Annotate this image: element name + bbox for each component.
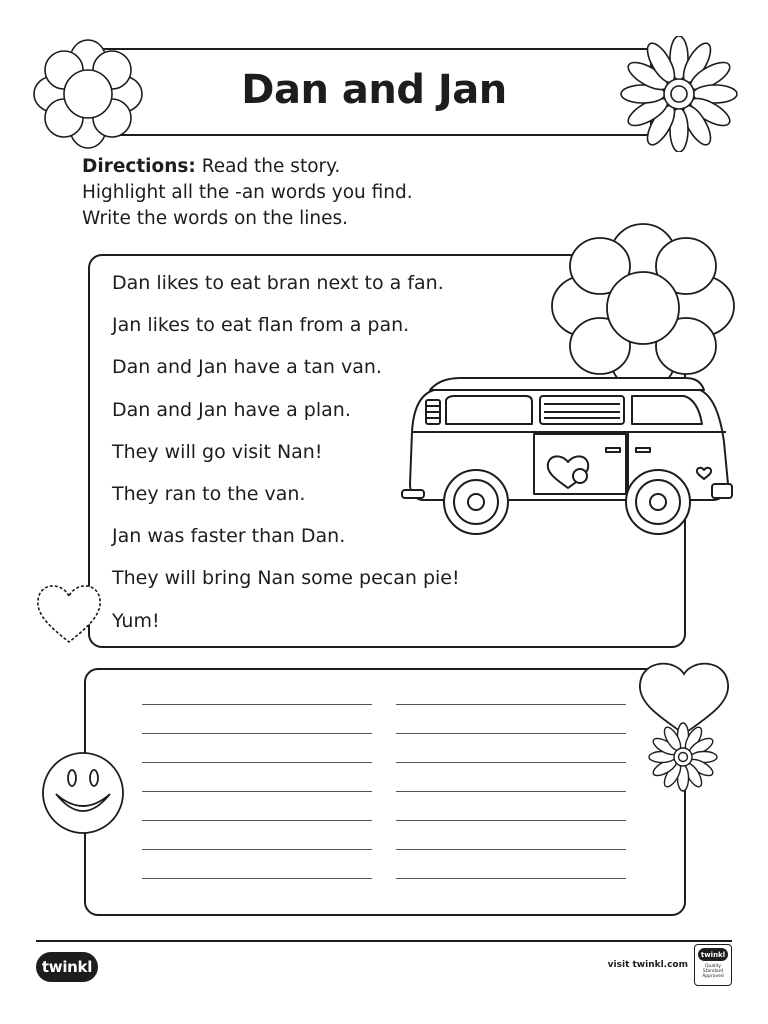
heart-icon [34, 578, 104, 646]
answer-line[interactable] [396, 849, 626, 850]
story-line: They will bring Nan some pecan pie! [112, 567, 460, 590]
daisy-icon [620, 36, 738, 152]
smiley-icon [40, 750, 126, 836]
badge-title: twinkl [700, 950, 726, 959]
flower-icon [548, 220, 738, 390]
story-line: Dan likes to eat bran next to a fan. [112, 272, 444, 294]
title-banner [96, 48, 652, 136]
visit-link[interactable]: visit twinkl.com [607, 960, 688, 970]
answer-line[interactable] [396, 791, 626, 792]
answer-line[interactable] [142, 733, 372, 734]
quality-badge [694, 944, 732, 986]
answer-line[interactable] [142, 704, 372, 705]
answer-line[interactable] [396, 878, 626, 879]
directions-line-3: Write the words on the lines. [82, 208, 349, 229]
flower-icon [30, 38, 146, 150]
footer-divider [36, 940, 732, 942]
answer-line[interactable] [142, 762, 372, 763]
twinkl-logo-text: twinkl [41, 958, 93, 976]
story-line: They will go visit Nan! [112, 440, 323, 463]
answer-line[interactable] [142, 791, 372, 792]
van-icon [400, 372, 736, 542]
answer-line[interactable] [142, 878, 372, 879]
answer-line[interactable] [142, 849, 372, 850]
twinkl-logo[interactable] [36, 952, 98, 982]
directions-line-2: Highlight all the -an words you find. [82, 182, 413, 203]
story-line: Dan and Jan have a plan. [112, 398, 351, 421]
badge-logo [698, 948, 728, 961]
page-title: Dan and Jan [241, 67, 507, 113]
story-line: Jan was faster than Dan. [112, 525, 346, 548]
directions-label: Directions: [82, 156, 196, 177]
story-line: Yum! [112, 609, 160, 632]
directions-text-1: Read the story. [195, 156, 341, 177]
story-line: Jan likes to eat flan from a pan. [112, 314, 410, 337]
answer-line[interactable] [142, 820, 372, 821]
answer-line[interactable] [396, 733, 626, 734]
answer-line[interactable] [396, 820, 626, 821]
story-line: Dan and Jan have a tan van. [112, 356, 382, 379]
directions-line-1 [82, 154, 682, 180]
answer-line[interactable] [396, 762, 626, 763]
story-line: They ran to the van. [112, 482, 306, 505]
badge-text: Quality Standard Approved [702, 964, 724, 979]
answer-line[interactable] [396, 704, 626, 705]
daisy-icon [648, 722, 718, 792]
